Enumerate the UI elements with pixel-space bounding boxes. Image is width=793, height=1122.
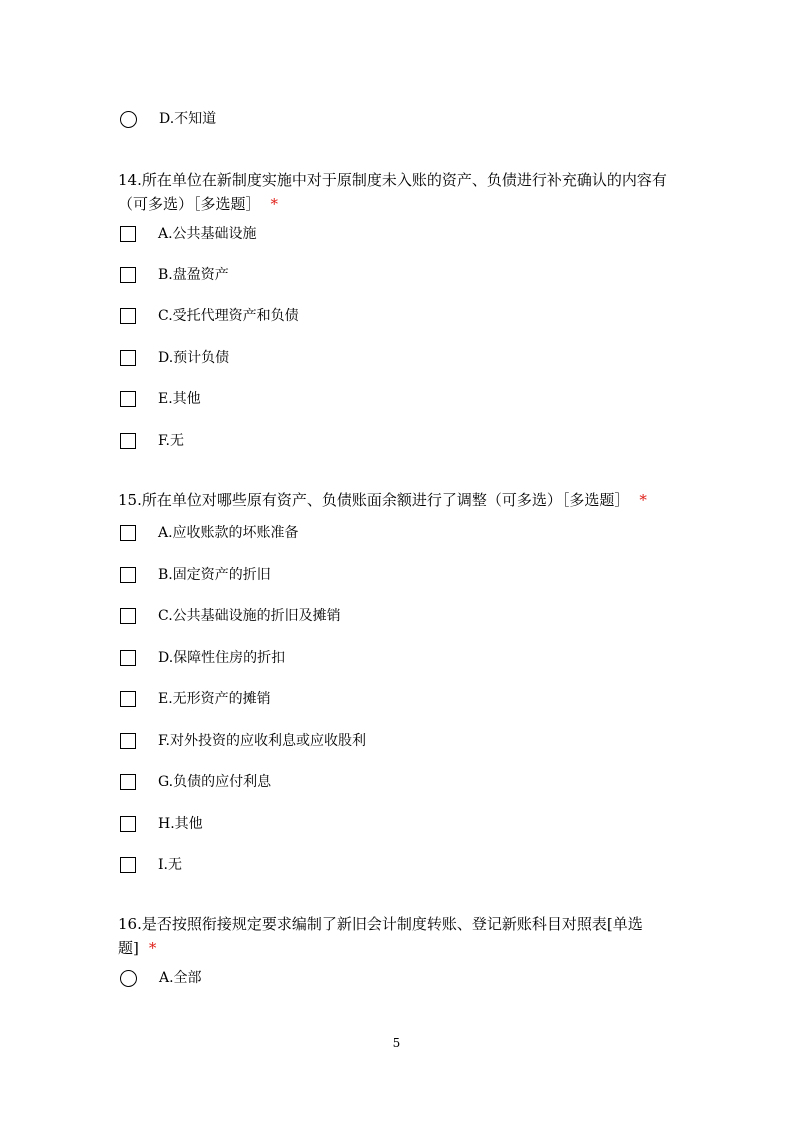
option-label: B.盘盈资产 — [158, 267, 229, 283]
checkbox[interactable] — [120, 433, 136, 449]
checkbox[interactable] — [120, 525, 136, 541]
question-14 — [118, 168, 678, 216]
page-number: 5 — [392, 1036, 401, 1050]
required-mark: * — [270, 195, 279, 213]
checkbox[interactable] — [120, 733, 136, 749]
checkbox[interactable] — [120, 650, 136, 666]
option-label: B.固定资产的折旧 — [158, 567, 271, 583]
q15-option-f[interactable] — [120, 730, 366, 752]
q14-option-d[interactable] — [120, 347, 229, 369]
option-label: G.负债的应付利息 — [158, 774, 272, 790]
checkbox[interactable] — [120, 226, 136, 242]
question-text: 14.所在单位在新制度实施中对于原制度未入账的资产、负债进行补充确认的内容有（可多选）［多选题］ — [118, 171, 667, 213]
checkbox[interactable] — [120, 350, 136, 366]
checkbox[interactable] — [120, 774, 136, 790]
checkbox[interactable] — [120, 391, 136, 407]
question-16 — [118, 912, 678, 960]
checkbox[interactable] — [120, 308, 136, 324]
option-label: A.全部 — [159, 970, 202, 986]
q15-option-d[interactable] — [120, 647, 285, 669]
q15-option-c[interactable] — [120, 605, 341, 627]
checkbox[interactable] — [120, 608, 136, 624]
q16-option-a[interactable] — [120, 967, 202, 989]
q14-option-b[interactable] — [120, 264, 229, 286]
radio-button[interactable] — [120, 970, 137, 987]
option-label: D.不知道 — [159, 111, 217, 127]
required-mark: * — [148, 939, 157, 957]
q14-option-c[interactable] — [120, 305, 299, 327]
option-label: F.对外投资的应收利息或应收股利 — [158, 733, 366, 749]
option-label: I.无 — [158, 857, 182, 873]
checkbox[interactable] — [120, 816, 136, 832]
q15-option-h[interactable] — [120, 813, 203, 835]
checkbox[interactable] — [120, 267, 136, 283]
option-label: E.无形资产的摊销 — [158, 691, 271, 707]
option-label: D.保障性住房的折扣 — [158, 650, 286, 666]
option-label: A.公共基础设施 — [158, 226, 257, 242]
option-label: A.应收账款的坏账准备 — [158, 525, 299, 541]
option-label: C.公共基础设施的折旧及摊销 — [158, 608, 341, 624]
checkbox[interactable] — [120, 567, 136, 583]
required-mark: * — [639, 491, 647, 509]
q14-option-f[interactable] — [120, 430, 184, 452]
option-label: D.预计负债 — [158, 350, 230, 366]
q13-option-d[interactable] — [120, 108, 216, 130]
checkbox[interactable] — [120, 691, 136, 707]
q15-option-a[interactable] — [120, 522, 299, 544]
option-label: H.其他 — [158, 816, 203, 832]
q15-option-i[interactable] — [120, 854, 182, 876]
question-text: 15.所在单位对哪些原有资产、负债账面余额进行了调整（可多选）［多选题］ — [118, 491, 630, 509]
option-label: C.受托代理资产和负债 — [158, 308, 299, 324]
q15-option-g[interactable] — [120, 771, 271, 793]
option-label: F.无 — [158, 433, 184, 449]
checkbox[interactable] — [120, 857, 136, 873]
question-15 — [118, 488, 678, 512]
q15-option-e[interactable] — [120, 688, 271, 710]
radio-button[interactable] — [120, 111, 137, 128]
q15-option-b[interactable] — [120, 564, 271, 586]
q14-option-e[interactable] — [120, 388, 201, 410]
q14-option-a[interactable] — [120, 223, 257, 245]
option-label: E.其他 — [158, 391, 201, 407]
question-text: 16.是否按照衔接规定要求编制了新旧会计制度转账、登记新账科目对照表[单选题] — [118, 915, 643, 957]
